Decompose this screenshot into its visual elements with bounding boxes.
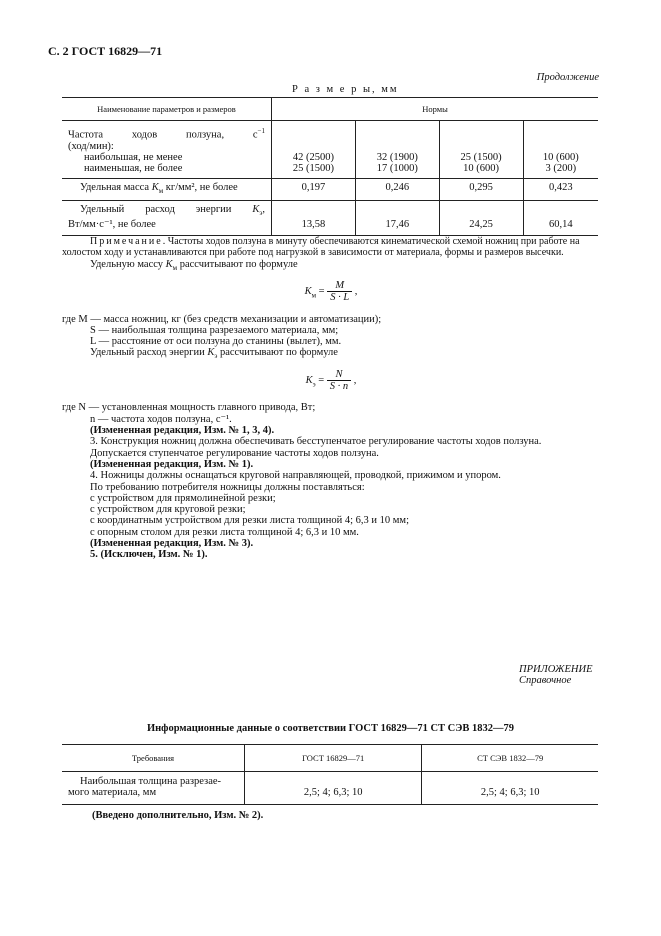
table-cell: 25 (1500)	[460, 151, 502, 163]
table-row	[62, 121, 598, 179]
table-cell: 3 (200)	[545, 162, 577, 174]
table-cell: 10 (600)	[542, 151, 579, 163]
column-header-gost: ГОСТ 16829—71	[245, 745, 422, 772]
table-cell: 24,25	[439, 200, 523, 235]
list-item: с устройством для прямолинейной резки;	[90, 492, 276, 504]
conformity-table	[62, 744, 598, 805]
freq-label-cell	[62, 121, 272, 179]
where-line: где N — установленная мощность главного привода, Вт;	[62, 402, 316, 414]
parameters-table	[62, 97, 598, 236]
table-cell: 17 (1000)	[376, 162, 418, 174]
freq-values-cell	[272, 121, 356, 179]
table-row	[62, 200, 598, 235]
footnote: (Введено дополнительно, Изм. № 2).	[92, 810, 264, 821]
column-header-st-sev: СТ СЭВ 1832—79	[422, 745, 598, 772]
page-header: С. 2 ГОСТ 16829—71	[48, 44, 163, 58]
item-5: 5. (Исключен, Изм. № 1).	[90, 549, 208, 561]
freq-values-cell	[523, 121, 598, 179]
column-header-norms: Нормы	[272, 98, 599, 121]
continuation-label: Продолжение	[536, 72, 599, 83]
table-cell: 60,14	[523, 200, 598, 235]
info-table-title: Информационные данные о соответствии ГОСТ 16829—71 СТ СЭВ 1832—79	[146, 723, 515, 734]
table-cell: 0,295	[439, 178, 523, 200]
where-line: L — расстояние от оси ползуна до станины (вылет), мм.	[90, 336, 342, 348]
where-line: где M — масса ножниц, кг (без средств механизации и автоматизации);	[62, 313, 382, 325]
table-cell: 17,46	[355, 200, 439, 235]
mass-intro: Удельную массу $K_м$ рассчитывают по формуле	[90, 258, 298, 272]
table-cell: 25 (1500)	[292, 162, 334, 174]
freq-values-cell	[355, 121, 439, 179]
appendix-title: ПРИЛОЖЕНИЕ	[519, 664, 593, 675]
table-caption: Р а з м е р ы, мм	[292, 84, 399, 95]
energy-label: Удельный расход энергии $K_э$, Вт/мм·с⁻¹, не более	[62, 200, 272, 235]
where-line: S — наибольшая толщина разрезаемого материала, мм;	[90, 324, 339, 336]
freq-max-label: наибольшая, не менее	[84, 151, 183, 163]
note-paragraph: Примечание. Частоты ходов ползуна в минуту обеспечиваются кинематической схемой ножниц при работе на холостом ходу и устанавливаются при работе под нагрузкой в зависимости от материала, формы и размеров высечки.	[62, 236, 580, 259]
table-cell: 13,58	[272, 200, 356, 235]
table-cell: 42 (2500)	[292, 151, 334, 163]
appendix-label	[519, 664, 599, 686]
column-header-parameters: Наименование параметров и размеров	[62, 98, 272, 121]
list-item: с опорным столом для резки листа толщиной 4; 6,3 и 10 мм.	[90, 526, 359, 538]
list-item: с координатным устройством для резки листа толщиной 4; 6,3 и 10 мм;	[90, 515, 409, 527]
freq-label-unit: (ход/мин):	[68, 140, 114, 152]
formula-mass: $K_м$ = $\frac{M}{S \cdot L}$ ,	[304, 279, 358, 304]
table-cell: 0,197	[272, 178, 356, 200]
table-cell: 0,423	[523, 178, 598, 200]
amendment-note: (Измененная редакция, Изм. № 3).	[90, 538, 254, 550]
formula-energy: $K_э$ = $\frac{N}{S \cdot n}$ ,	[305, 368, 357, 393]
column-header-requirements: Требования	[62, 745, 245, 772]
table-cell: 10 (600)	[463, 162, 500, 174]
body-text	[62, 236, 600, 561]
mass-label: Удельная масса $K_м$ кг/мм², не более	[62, 178, 272, 200]
amendment-note: (Измененная редакция, Изм. № 1).	[90, 458, 254, 470]
table-row	[62, 178, 598, 200]
list-item: с устройством для круговой резки;	[90, 504, 246, 516]
item-3-note: Допускается ступенчатое регулирование частоты ходов ползуна.	[90, 447, 379, 459]
table-row	[62, 772, 598, 805]
table-cell: 2,5; 4; 6,3; 10	[422, 772, 598, 805]
appendix-subtitle: Справочное	[519, 675, 572, 686]
table-cell: 0,246	[355, 178, 439, 200]
amendment-note: (Измененная редакция, Изм. № 1, 3, 4).	[90, 425, 275, 437]
table-cell: 32 (1900)	[376, 151, 418, 163]
freq-min-label: наименьшая, не более	[84, 162, 183, 174]
table-cell: 2,5; 4; 6,3; 10	[245, 772, 422, 805]
item-3: 3. Конструкция ножниц должна обеспечивать бесступенчатое регулирование частоты ходов ползуна.	[90, 436, 542, 448]
where-line: n — частота ходов ползуна, с⁻¹.	[90, 413, 232, 425]
item-4: 4. Ножницы должны оснащаться круговой направляющей, проводкой, прижимом и упором.	[90, 470, 501, 482]
freq-values-cell	[439, 121, 523, 179]
item-4-intro: По требованию потребителя ножницы должны поставляться:	[90, 481, 365, 493]
requirement-label: Наибольшая толщина разрезае- мого материала, мм	[62, 772, 245, 805]
freq-label: Частота ходов ползуна, $с^{-1}$	[68, 127, 265, 141]
energy-intro: Удельный расход энергии $K_э$ рассчитывают по формуле	[90, 347, 338, 361]
